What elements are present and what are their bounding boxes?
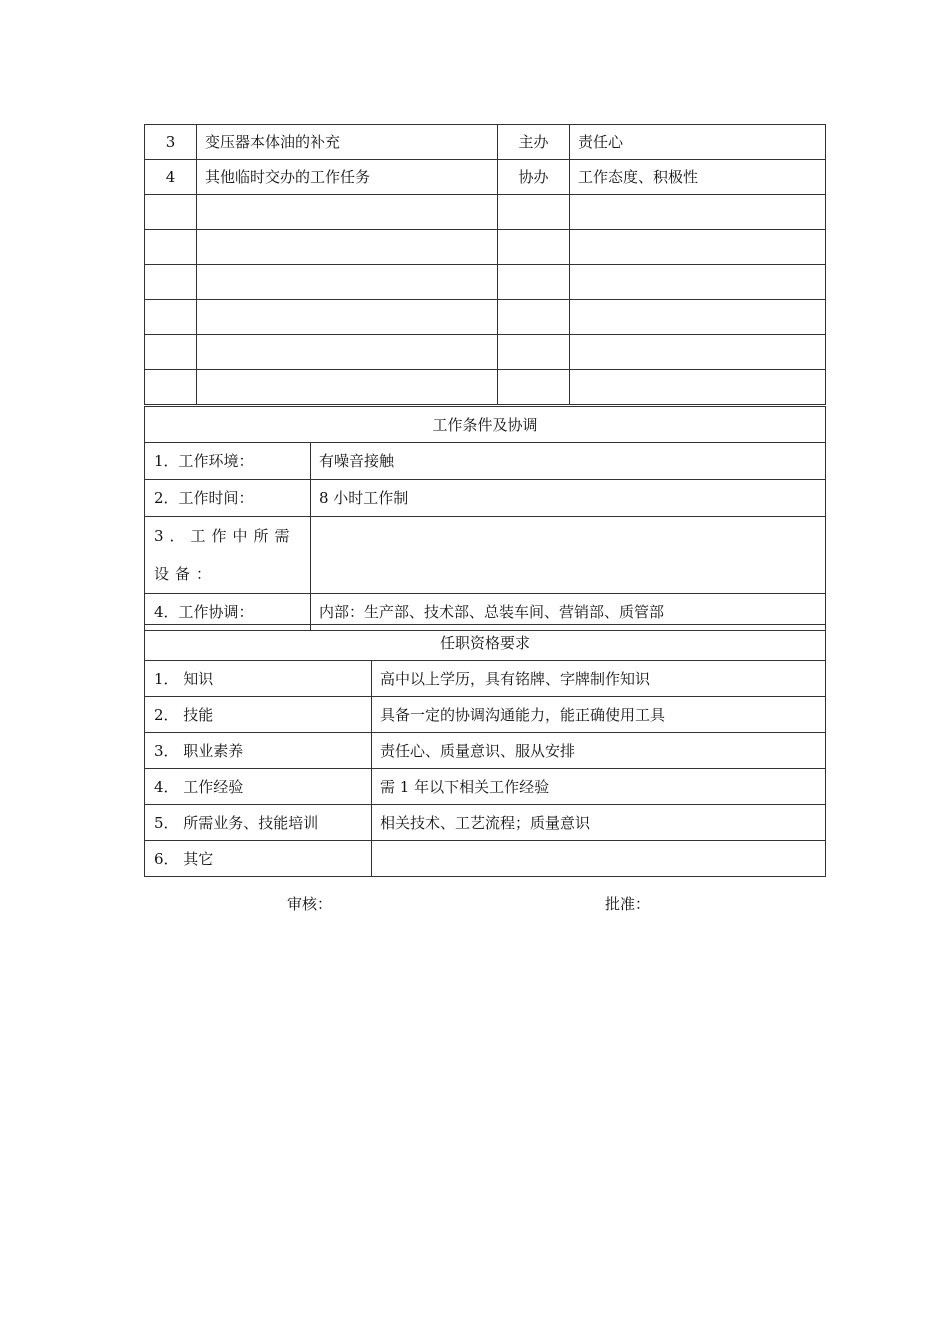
qualification-value: 责任心、质量意识、服从安排 (372, 733, 826, 769)
task-evaluation (570, 195, 826, 230)
table-row (145, 265, 826, 300)
task-evaluation (570, 265, 826, 300)
qualifications-title: 任职资格要求 (145, 625, 826, 661)
qualification-value: 高中以上学历，具有铭牌、字牌制作知识 (372, 661, 826, 697)
condition-value: 有噪音接触 (311, 443, 826, 480)
task-description (197, 195, 498, 230)
table-row (145, 160, 826, 195)
qualification-label: 5． 所需业务、技能培训 (145, 805, 372, 841)
qualification-label: 2． 技能 (145, 697, 372, 733)
section-header-row (145, 407, 826, 443)
task-role (498, 370, 570, 405)
condition-value: 内部：生产部、技术部、总装车间、营销部、质管部 (311, 594, 826, 631)
review-signature-label: 审核： (287, 895, 333, 913)
task-table (144, 124, 826, 405)
task-evaluation (570, 335, 826, 370)
task-description (197, 370, 498, 405)
task-role (498, 230, 570, 265)
task-evaluation: 工作态度、积极性 (570, 160, 826, 195)
work-conditions-table (144, 406, 826, 631)
task-role (498, 335, 570, 370)
task-evaluation (570, 230, 826, 265)
qualification-label: 4． 工作经验 (145, 769, 372, 805)
table-row (145, 480, 826, 517)
condition-label: 2．工作时间： (145, 480, 311, 517)
work-conditions-title: 工作条件及协调 (145, 407, 826, 443)
task-evaluation (570, 300, 826, 335)
task-description (197, 335, 498, 370)
task-number (145, 230, 197, 265)
task-description (197, 230, 498, 265)
task-number (145, 300, 197, 335)
task-description: 变压器本体油的补充 (197, 125, 498, 160)
task-role (498, 195, 570, 230)
task-role (498, 300, 570, 335)
condition-value (311, 517, 826, 594)
qualification-value: 具备一定的协调沟通能力，能正确使用工具 (372, 697, 826, 733)
table-row (145, 370, 826, 405)
task-number (145, 370, 197, 405)
table-row (145, 230, 826, 265)
approve-signature-label: 批准： (605, 895, 651, 913)
qualification-label: 6． 其它 (145, 841, 372, 877)
qualification-value (372, 841, 826, 877)
table-row (145, 769, 826, 805)
table-row (145, 841, 826, 877)
task-role: 协办 (498, 160, 570, 195)
qualification-label: 1． 知识 (145, 661, 372, 697)
table-row (145, 195, 826, 230)
task-role (498, 265, 570, 300)
qualification-value: 相关技术、工艺流程；质量意识 (372, 805, 826, 841)
task-number (145, 265, 197, 300)
qualification-label: 3． 职业素养 (145, 733, 372, 769)
table-row (145, 517, 826, 594)
task-role: 主办 (498, 125, 570, 160)
task-description (197, 300, 498, 335)
table-row (145, 125, 826, 160)
qualifications-table (144, 624, 826, 877)
task-number (145, 335, 197, 370)
task-number: 3 (145, 125, 197, 160)
qualification-value: 需 1 年以下相关工作经验 (372, 769, 826, 805)
table-row (145, 697, 826, 733)
task-evaluation (570, 370, 826, 405)
task-description (197, 265, 498, 300)
task-number (145, 195, 197, 230)
task-evaluation: 责任心 (570, 125, 826, 160)
table-row (145, 335, 826, 370)
condition-value: 8 小时工作制 (311, 480, 826, 517)
section-header-row (145, 625, 826, 661)
task-number: 4 (145, 160, 197, 195)
task-description: 其他临时交办的工作任务 (197, 160, 498, 195)
table-row (145, 300, 826, 335)
table-row (145, 733, 826, 769)
table-row (145, 805, 826, 841)
condition-label: 3．工作中所需设备： (145, 517, 311, 594)
table-row (145, 661, 826, 697)
condition-label: 1．工作环境： (145, 443, 311, 480)
table-row (145, 443, 826, 480)
condition-label: 4．工作协调： (145, 594, 311, 631)
